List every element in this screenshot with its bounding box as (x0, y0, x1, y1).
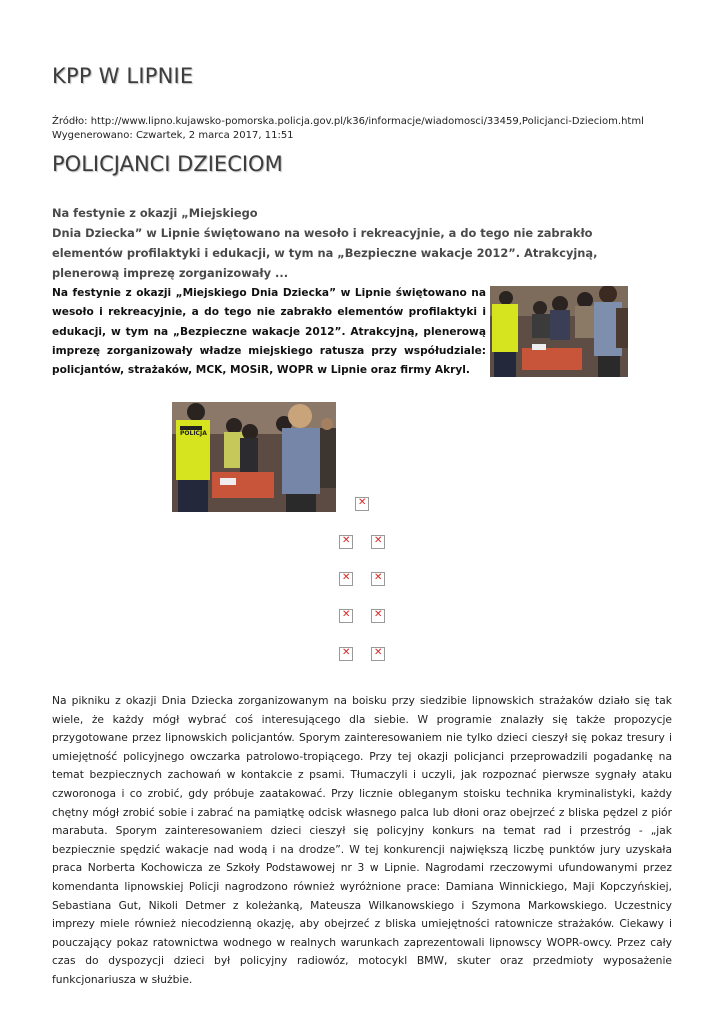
broken-image-icon[interactable] (371, 609, 385, 623)
article-body: Na pikniku z okazji Dnia Dziecka zorganizowanym na boisku przy siedzibie lipnowskich strażaków działo się tak wiele, że każdy mógł wybrać coś interesującego dla siebie. W programie znalazły się także propozycje przygotowane przez lipnowskich policjantów. Sporym zainteresowaniem nie tylko dzieci cieszył się pokaz tresury i umiejętność policyjnego owczarka patrolowo-tropiącego. Przy tej okazji policjanci przeprowadzili pogadankę na temat bezpiecznych zachowań w kontakcie z psami. Tłumaczyli i uczyli, jak rozpoznać pierwsze sygnały ataku czworonoga i co zrobić, gdy próbuje zaatakować. Przy licznie obleganym stoisku technika kryminalistyki, każdy chętny mógł zrobić sobie i zabrać na pamiątkę odcisk własnego palca lub dłoni oraz obejrzeć z bliska pędzel z piór marabuta. Sporym zainteresowaniem dzieci cieszył się policyjny konkurs na temat rad i przestróg - „jak bezpiecznie spędzić wakacje nad wodą i na drodze”. W tej konkurencji największą liczbę punktów jury uzyskała praca Norberta Kochowicza ze Szkoły Podstawowej nr 3 w Lipnie. Nagrodami rzeczowymi ufundowanymi przez komendanta lipnowskiej Policji nagrodzono również wyróżnione prace: Damiana Winnickiego, Maji Kopczyńskiej, Sebastiana Gut, Nikoli Detmer z koleżanką, Mateusza Wilkanowskiego i Szymona Markowskiego. Uczestnicy imprezy miele również niecodzienną okazję, aby obejrzeć z bliska umiejętności ratownicze strażaków. Ciekawy i pouczający pokaz ratownictwa wodnego w realnych warunkach zaprezentowali lipnowscy WOPR-owcy. Przez cały czas do dyspozycji dzieci był policyjny radiowóz, motocykl BMW, skuter oraz przedmioty wyposażenie funkcjonariusza w służbie. (52, 694, 672, 986)
broken-image-icon[interactable] (371, 535, 385, 549)
broken-image-icon[interactable] (339, 535, 353, 549)
vest-label: POLICJA (180, 430, 207, 437)
broken-image-icon[interactable] (339, 647, 353, 661)
lead-line: plenerową imprezę zorganizowały ... (52, 266, 289, 280)
generated-date: Wygenerowano: Czwartek, 2 marca 2017, 11:51 (52, 130, 294, 141)
broken-image-icon[interactable] (339, 609, 353, 623)
article-photo-thumbnail[interactable] (490, 286, 628, 377)
broken-image-icon[interactable] (355, 497, 369, 511)
broken-image-icon[interactable] (339, 572, 353, 586)
article-photo-large[interactable] (172, 402, 336, 512)
broken-image-icon[interactable] (371, 647, 385, 661)
lead-line: Na festynie z okazji „Miejskiego (52, 206, 258, 220)
article-title: POLICJANCI DZIECIOM (52, 152, 283, 176)
lead-line: Dnia Dziecka” w Lipnie świętowano na wesoło i rekreacyjnie, a do tego nie zabrakło (52, 226, 593, 240)
article-lead (52, 203, 612, 283)
site-title: KPP W LIPNIE (52, 64, 194, 88)
article-intro: Na festynie z okazji „Miejskiego Dnia Dziecka” w Lipnie świętowano na wesoło i rekreacyjnie, a do tego nie zabrakło elementów profilaktyki i edukacji, w tym na „Bezpieczne wakacje 2012”. Atrakcyjną, plenerową imprezę zorganizowały władze miejskiego ratusza przy współudziale: policjantów, strażaków, MCK, MOSiR, WOPR w Lipnie oraz firmy Akryl. (52, 287, 486, 377)
lead-line: elementów profilaktyki i edukacji, w tym na „Bezpieczne wakacje 2012”. Atrakcyjną, (52, 246, 598, 260)
source-url[interactable]: Źródło: http://www.lipno.kujawsko-pomorska.policja.gov.pl/k36/informacje/wiadomosci/33459,Policjanci-Dzieciom.html (52, 116, 644, 127)
broken-image-icon[interactable] (371, 572, 385, 586)
